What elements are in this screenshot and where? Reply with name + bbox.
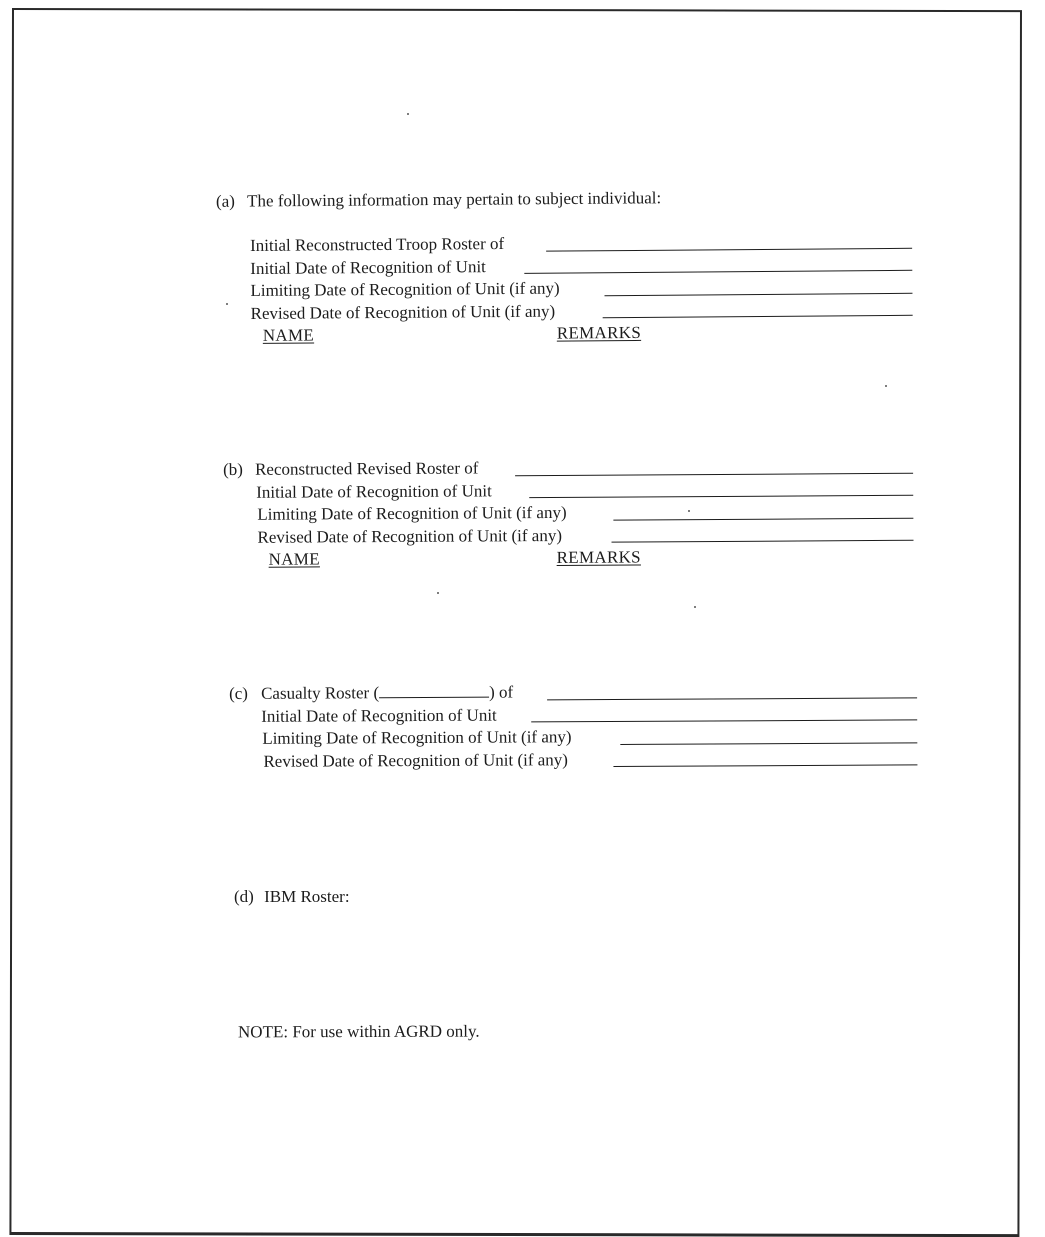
section-c-field-label: Initial Date of Recognition of Unit [261,705,497,726]
column-header-name: NAME [262,325,315,345]
section-b-column-headers [224,545,914,571]
section-c-prefix: Casualty Roster ( [261,683,380,703]
section-c-field-label: Revised Date of Recognition of Unit (if any) [263,749,568,771]
section-c-marker: (c) [229,683,248,703]
section-c-field-label: Limiting Date of Recognition of Unit (if any) [262,727,572,748]
fill-in-line[interactable] [612,540,914,543]
fill-in-line[interactable] [546,247,912,251]
section-d-label: IBM Roster: [264,887,350,906]
section-b-field-label: Revised Date of Recognition of Unit (if any) [257,525,563,547]
section-a-field-label: Revised Date of Recognition of Unit (if any) [250,301,556,323]
section-b-field-label: Reconstructed Revised Roster of [255,458,479,479]
column-header-name: NAME [268,549,320,569]
section-d-marker: (d) [234,887,254,906]
section-b-fields [223,455,914,571]
section-a-intro-text: The following information may pertain to subject individual: [247,188,662,211]
section-a-fields [250,230,913,347]
column-header-remarks: REMARKS [556,322,642,343]
section-b-marker: (b) [223,459,243,479]
section-d [234,887,350,907]
fill-in-line[interactable] [529,495,913,498]
fill-in-line[interactable] [515,472,913,475]
section-a-field-label: Initial Date of Recognition of Unit [250,256,486,278]
scan-speck [226,303,228,305]
fill-in-line[interactable] [604,292,912,295]
section-b-field-label: Initial Date of Recognition of Unit [256,480,492,502]
section-c-suffix: ) of [489,682,514,702]
fill-in-line[interactable] [620,742,917,745]
casualty-type-blank[interactable] [379,683,489,699]
fill-in-line[interactable] [547,697,917,700]
fill-in-line[interactable] [603,315,913,318]
fill-in-line[interactable] [613,517,913,520]
column-header-remarks: REMARKS [556,547,641,567]
section-a-field-label: Initial Reconstructed Troop Roster of [250,234,505,255]
scan-speck [885,385,887,387]
usage-note: NOTE: For use within AGRD only. [237,1021,480,1042]
section-a-marker: (a) [215,191,235,211]
scan-speck [407,113,409,115]
section-a-field-label: Limiting Date of Recognition of Unit (if any) [250,278,560,300]
fill-in-line[interactable] [524,270,912,274]
section-b-field-label: Limiting Date of Recognition of Unit (if any) [257,502,567,524]
fill-in-line[interactable] [531,719,917,722]
section-c-field-row [229,747,917,773]
scan-speck [694,606,696,608]
fill-in-line[interactable] [613,764,917,767]
scan-speck [437,592,439,594]
section-a-intro [216,188,661,211]
section-c-fields [229,679,917,773]
